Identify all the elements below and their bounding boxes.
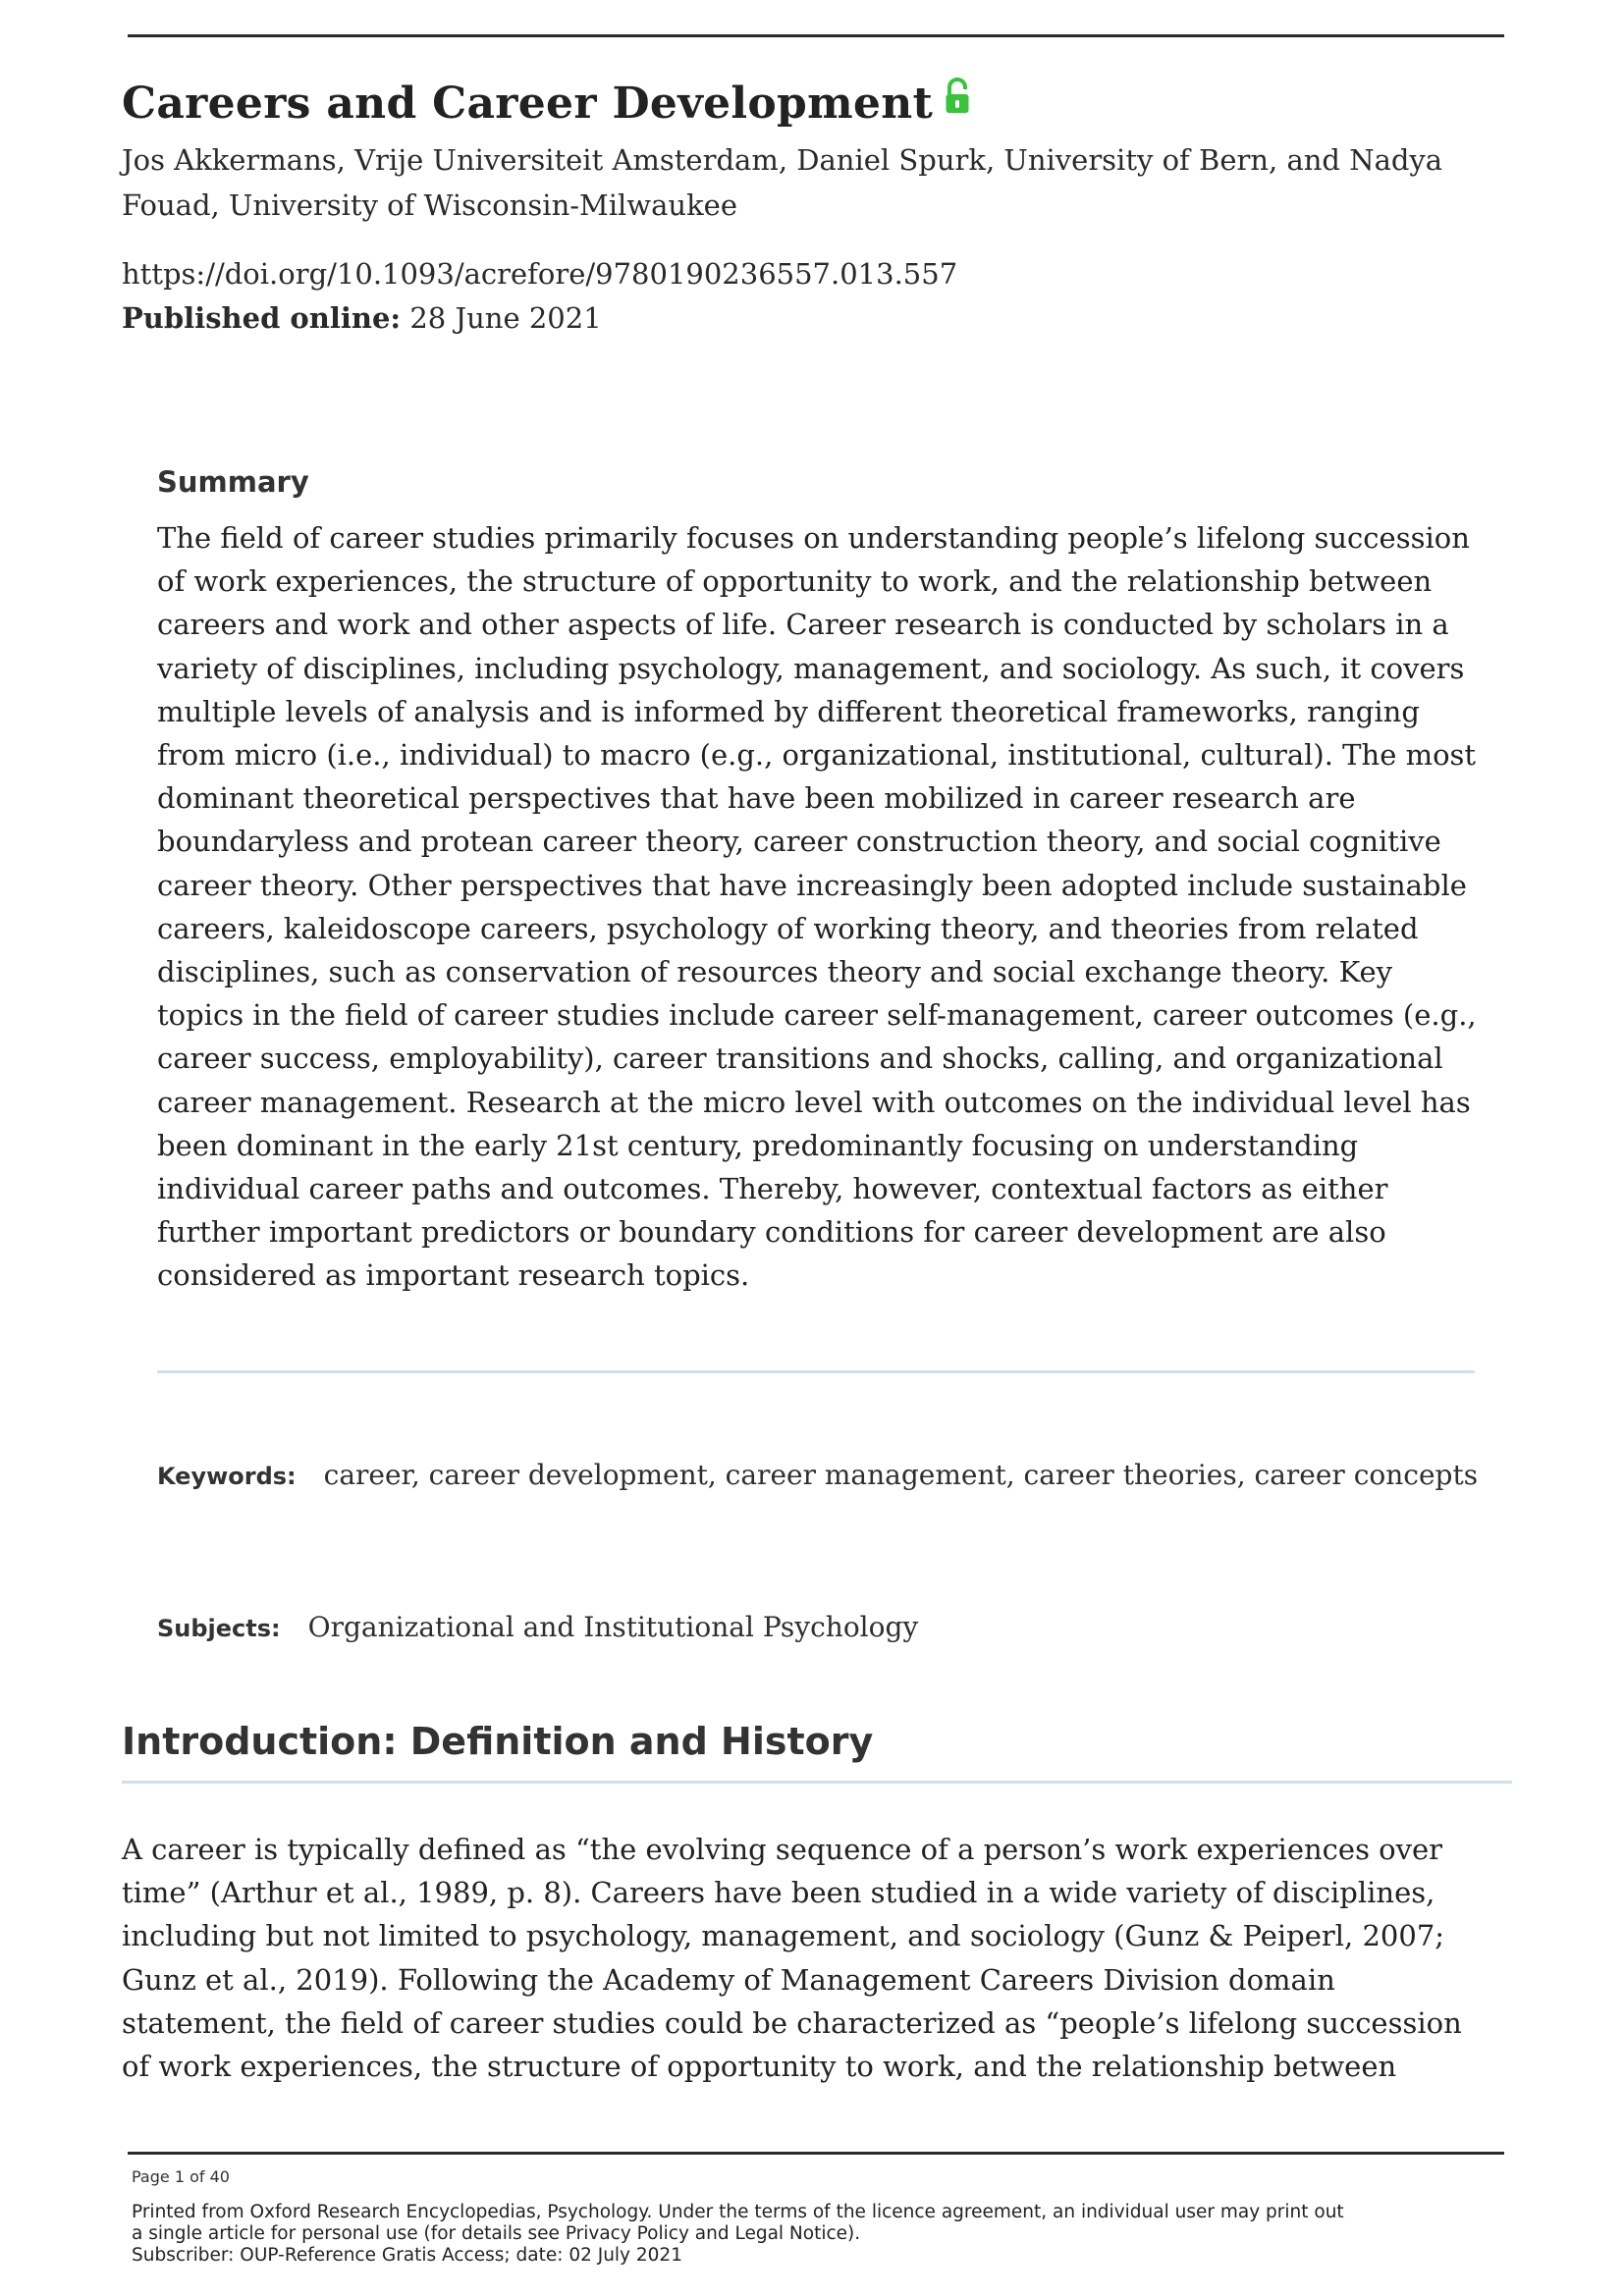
header-rule: [128, 34, 1504, 37]
published-online: [122, 301, 602, 335]
article-authors: Jos Akkermans, Vrije Universiteit Amsterdam, Daniel Spurk, University of Bern, and Nadya Fouad, University of Wisconsin-Milwaukee: [122, 143, 1443, 222]
footer-notice: [132, 2202, 1516, 2267]
footer-line-3: Subscriber: OUP-Reference Gratis Access; date: 02 July 2021: [132, 2245, 682, 2266]
subjects-label: Subjects:: [157, 1615, 281, 1642]
page-number: Page 1 of 40: [132, 2167, 230, 2186]
section-divider: [122, 1781, 1512, 1784]
keywords-value: career, career development, career management, career theories, career concepts: [323, 1459, 1479, 1491]
subjects-value[interactable]: Organizational and Institutional Psychology: [307, 1611, 919, 1643]
doi-link[interactable]: https://doi.org/10.1093/acrefore/9780190236557.013.557: [122, 257, 958, 291]
article-title-row: [122, 79, 970, 129]
section-body: [122, 1828, 1496, 2088]
footer-line-2: a single article for personal use (for details see Privacy Policy and Legal Notice).: [132, 2223, 861, 2244]
footer-rule: [128, 2152, 1504, 2155]
summary-divider: [157, 1370, 1475, 1373]
article-title: Careers and Career Development: [122, 79, 934, 129]
summary-text: The field of career studies primarily focuses on understanding people’s lifelong succession of work experiences, the structure of opportunity to work, and the relationship between careers and work and other aspects of life. Career research is conducted by scholars in a variety of disciplines, including psychology, management, and sociology. As such, it covers multiple levels of analysis and is informed by different theoretical frameworks, ranging from micro (i.e., individual) to macro (e.g., organizational, institutional, cultural). The most dominant theoretical perspectives that have been mobilized in career research are boundaryless and protean career theory, career construction theory, and social cognitive career theory. Other perspectives that have increasingly been adopted include sustainable careers, kaleidoscope careers, psychology of working theory, and theories from related disciplines, such as conservation of resources theory and social exchange theory. Key topics in the field of career studies include career self-management, career outcomes (e.g., career success, employability), career transitions and shocks, calling, and organizational career management. Research at the micro level with outcomes on the individual level has been dominant in the early 21st century, predominantly focusing on understanding individual career paths and outcomes. Thereby, however, contextual factors as either further important predictors or boundary conditions for career development are also considered as important research topics.: [157, 521, 1477, 1293]
keywords-label: Keywords:: [157, 1463, 297, 1490]
subjects-row: [157, 1611, 918, 1643]
published-label: Published online:: [122, 301, 402, 335]
keywords-row: [157, 1459, 1478, 1491]
section-heading: Introduction: Definition and History: [122, 1720, 874, 1763]
summary-body: [157, 516, 1483, 1298]
published-date: 28 June 2021: [409, 301, 602, 335]
open-lock-icon: [945, 77, 970, 127]
summary-heading: Summary: [157, 465, 309, 499]
footer-line-1: Printed from Oxford Research Encyclopedias, Psychology. Under the terms of the licence agreement, an individual user may print out: [132, 2202, 1344, 2222]
section-text: A career is typically defined as “the evolving sequence of a person’s work experiences over time” (Arthur et al., 1989, p. 8). Careers have been studied in a wide variety of disciplines, including but not limited to psychology, management, and sociology (Gunz & Peiperl, 2007; Gunz et al., 2019). Following the Academy of Management Careers Division domain statement, the field of career studies could be characterized as “people’s lifelong succession of work experiences, the structure of opportunity to work, and the relationship between: [122, 1833, 1462, 2084]
